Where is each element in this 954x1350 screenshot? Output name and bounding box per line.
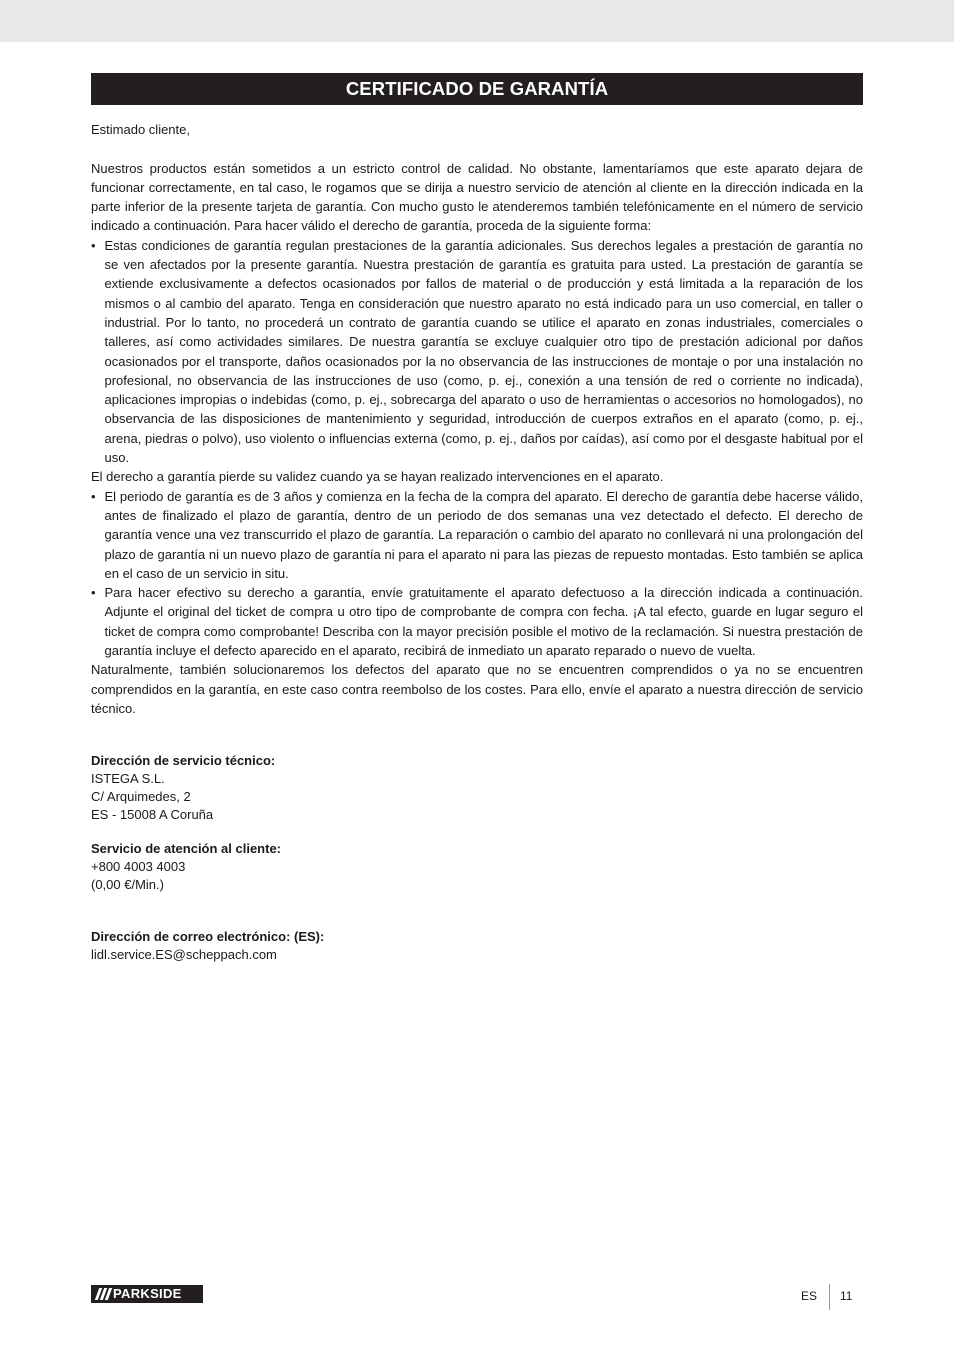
greeting: Estimado cliente, — [91, 122, 190, 137]
bullet-item — [91, 583, 863, 660]
bullet-item — [91, 236, 863, 468]
bullet-icon: • — [91, 585, 96, 601]
warranty-text — [91, 120, 863, 718]
logo-brand-text: PARKSIDE — [113, 1286, 182, 1301]
customer-service-block — [91, 840, 863, 894]
customer-service-rate: (0,00 €/Min.) — [91, 877, 164, 892]
closing-paragraph: Naturalmente, también solucionaremos los defectos del aparato que no se encuentren comprendidos o ya no se encuentren comprendidos en la garantía, en este caso contra reembolso de los costes. Para ello, envíe el aparato a nuestra dirección de servicio técnico. — [91, 662, 863, 716]
page-title: CERTIFICADO DE GARANTÍA — [91, 73, 863, 105]
intro-paragraph: Nuestros productos están sometidos a un estricto control de calidad. No obstante, lamentaríamos que este aparato dejara de funcionar correctamente, en tal caso, le rogamos que se dirija a nuestro servicio de atención al cliente en la dirección indicada en la parte inferior de la presente tarjeta de garantía. Con mucho gusto le atenderemos también telefónicamente en el número de servicio indicado a continuación. Para hacer válido el derecho de garantía, proceda de la siguiente forma: — [91, 160, 863, 234]
bullet-text-period: El periodo de garantía es de 3 años y comienza en la fecha de la compra del aparato. El derecho de garantía debe hacerse válido, antes de finalizado el plazo de garantía, dentro de un periodo de dos semanas una vez detectado el defecto. El derecho de garantía vence una vez transcurrido el plazo de garantía. La reparación o cambio del aparato no conllevará ni una prolongación del plazo de garantía ni un nuevo plazo de garantía ni para el aparato ni para las piezas de repuesto montadas. Esto también se aplica en el caso de un servicio in situ. — [104, 488, 863, 581]
customer-service-phone: +800 4003 4003 — [91, 859, 186, 874]
parkside-logo — [91, 1285, 203, 1303]
language-code: ES — [801, 1289, 818, 1303]
service-address-block — [91, 752, 863, 824]
logo-slashes-icon — [91, 1285, 113, 1303]
bullet-text-claim: Para hacer efectivo su derecho a garantía, envíe gratuitamente el aparato defectuoso a la dirección indicada a continuación. Adjunte el original del ticket de compra u otro tipo de comprobante de compra con fecha. ¡A tal efecto, guarde en lugar seguro el ticket de compra como comprobante! Describa con la mayor precisión posible el motivo de la reclamación. Si nuestra prestación de garantía incluye el defecto aparecido en el aparato, recibirá de inmediato un aparato reparado o nuevo de vuelta. — [104, 585, 863, 659]
page-number: 11 — [840, 1289, 853, 1303]
service-city: ES - 15008 A Coruña — [91, 807, 214, 822]
customer-service-label: Servicio de atención al cliente: — [91, 841, 282, 856]
email-address: lidl.service.ES@scheppach.com — [91, 947, 277, 962]
service-street: C/ Arquimedes, 2 — [91, 789, 191, 804]
email-label: Dirección de correo electrónico: (ES): — [91, 929, 325, 944]
bullet-text-conditions: Estas condiciones de garantía regulan prestaciones de la garantía adicionales. Sus derechos legales a prestación de garantía no se ven afectados por la presente garantía. Nuestra prestación de garantía es gratuita para usted. La prestación de garantía se extiende exclusivamente a defectos ocasionados por fallos de material o de producción y está limitada a la reparación de los mismos o al cambio del aparato. Tenga en consideración que nuestro aparato no está indicado para un uso comercial, en taller o industrial. Por lo tanto, no procederá un contrato de garantía cuando se utilice el aparato en zonas industriales, comerciales o talleres, así como actividades similares. De nuestra garantía se excluye cualquier otro tipo de prestación adicional por daños ocasionados por el transporte, daños ocasionados por la no observancia de las instrucciones de montaje o por una instalación no profesional, no observancia de las instrucciones de uso (como, p. ej., conexión a una tensión de red o corriente no indicada), aplicaciones impropias o indebidas (como, p. ej., sobrecarga del aparato o uso de herramientas o accesorios no homologados), no observancia de las disposiciones de mantenimiento y seguridad, introducción de cuerpos extraños en el aparato (como, p. ej., arena, piedras o polvo), uso violento o influencias externa (como, p. ej., daños por caídas), así como por el desgaste habitual por el uso. — [104, 237, 863, 466]
bullet-icon: • — [91, 488, 96, 504]
footer-divider — [829, 1284, 830, 1310]
bullet-item — [91, 487, 863, 583]
service-address-label: Dirección de servicio técnico: — [91, 753, 276, 768]
page-header-band — [0, 0, 954, 42]
service-company: ISTEGA S.L. — [91, 771, 165, 786]
bullet-icon: • — [91, 237, 96, 253]
email-block — [91, 928, 863, 964]
validity-note: El derecho a garantía pierde su validez cuando ya se hayan realizado intervenciones en el aparato. — [91, 469, 664, 485]
